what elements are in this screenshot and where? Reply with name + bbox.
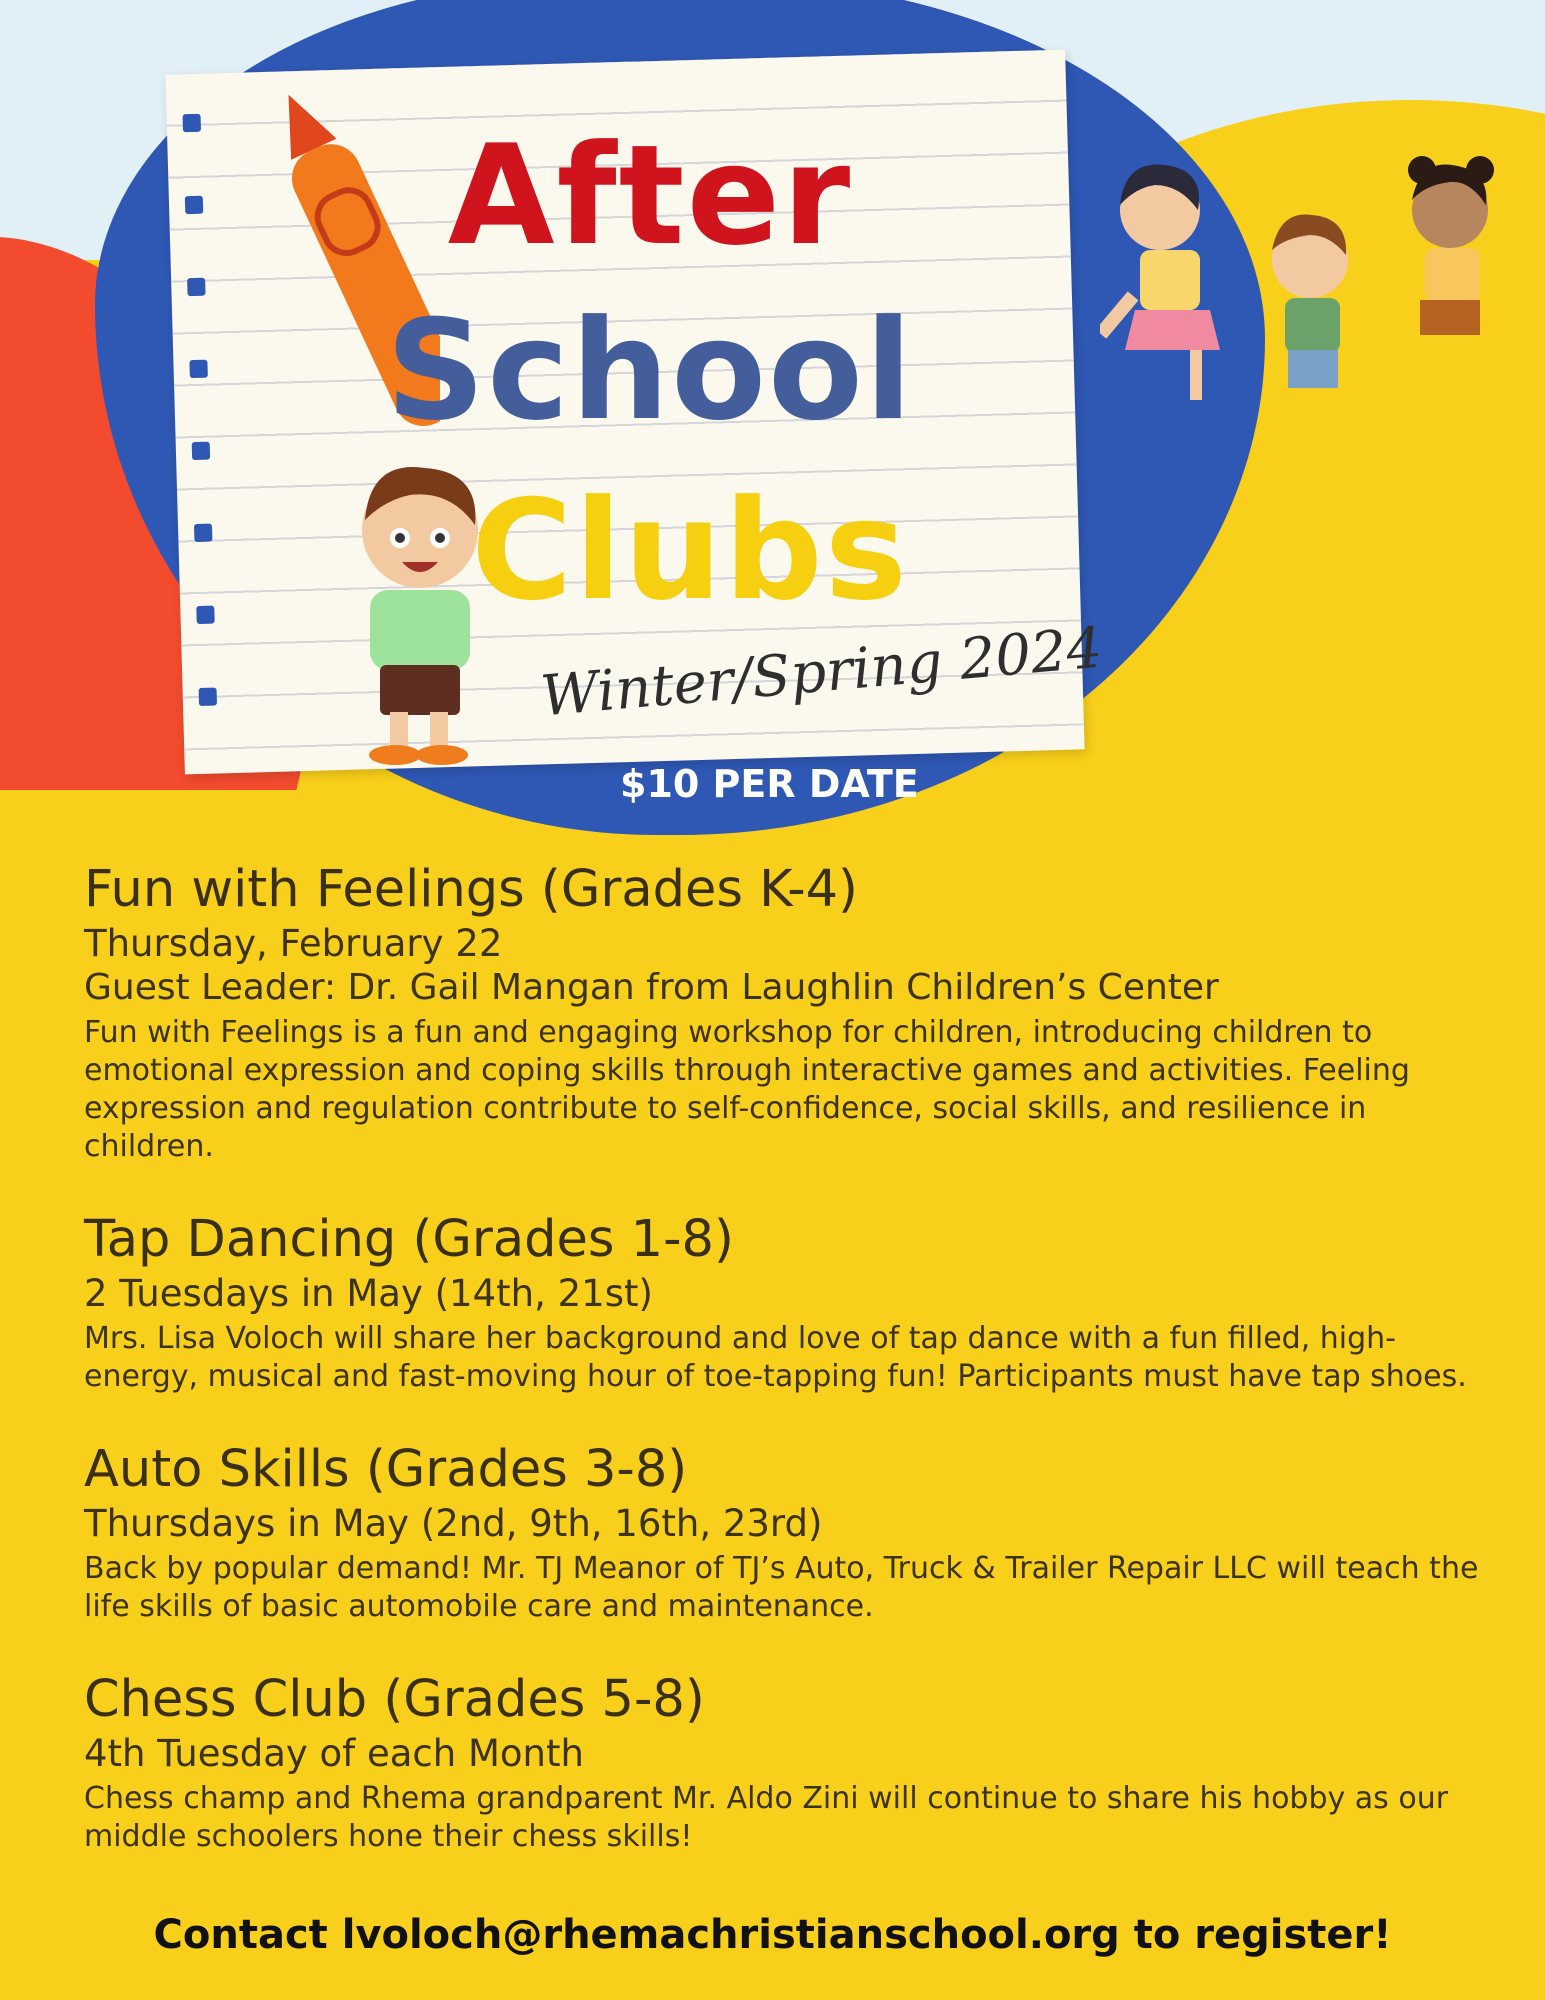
boy-figure [1272,214,1348,388]
club-fun-with-feelings [84,860,1504,1166]
club-description: Back by popular demand! Mr. TJ Meanor of TJ’s Auto, Truck & Trailer Repair LLC will teach the life skills of basic automobile care and maintenance. [84,1551,1479,1624]
girl-figure [1100,165,1220,401]
club-description: Chess champ and Rhema grandparent Mr. Aldo Zini will continue to share his hobby as our middle schoolers hone their chess skills! [84,1781,1449,1854]
club-description: Mrs. Lisa Voloch will share her background and love of tap dance with a fun filled, high-energy, musical and fast-moving hour of toe-tapping fun! Participants must have tap shoes. [84,1321,1467,1394]
club-auto-skills [84,1440,1504,1626]
club-title: Chess Club (Grades 5-8) [84,1670,705,1729]
club-date: 2 Tuesdays in May (14th, 21st) [84,1272,653,1315]
clubs-list [84,860,1504,1900]
title-clubs: Clubs [471,470,909,631]
club-date: Thursday, February 22 [84,922,503,965]
title-after: After [447,115,853,276]
jumping-kids-illustration [1100,150,1530,450]
club-date: 4th Tuesday of each Month [84,1732,584,1775]
club-description: Fun with Feelings is a fun and engaging workshop for children, introducing children to emotional expression and coping skills through interactive games and activities. Feeling expression and regulation contribute to self-confidence, social skills, and resilience in children. [84,1015,1410,1164]
club-title: Tap Dancing (Grades 1-8) [84,1210,734,1269]
club-chess [84,1670,1504,1856]
second-girl-figure [1408,156,1494,335]
contact-line: Contact lvoloch@rhemachristianschool.org to register! [153,1912,1392,1958]
club-title: Fun with Feelings (Grades K-4) [84,860,858,919]
season-label: Winter/Spring 2024 [538,615,1105,730]
club-date: Thursdays in May (2nd, 9th, 16th, 23rd) [84,1502,823,1545]
title-school: School [385,290,915,451]
club-tap-dancing [84,1210,1504,1396]
club-guest: Guest Leader: Dr. Gail Mangan from Laughlin Children’s Center [84,967,1219,1008]
price-label: $10 PER DATE [620,762,919,806]
club-title: Auto Skills (Grades 3-8) [84,1440,688,1499]
